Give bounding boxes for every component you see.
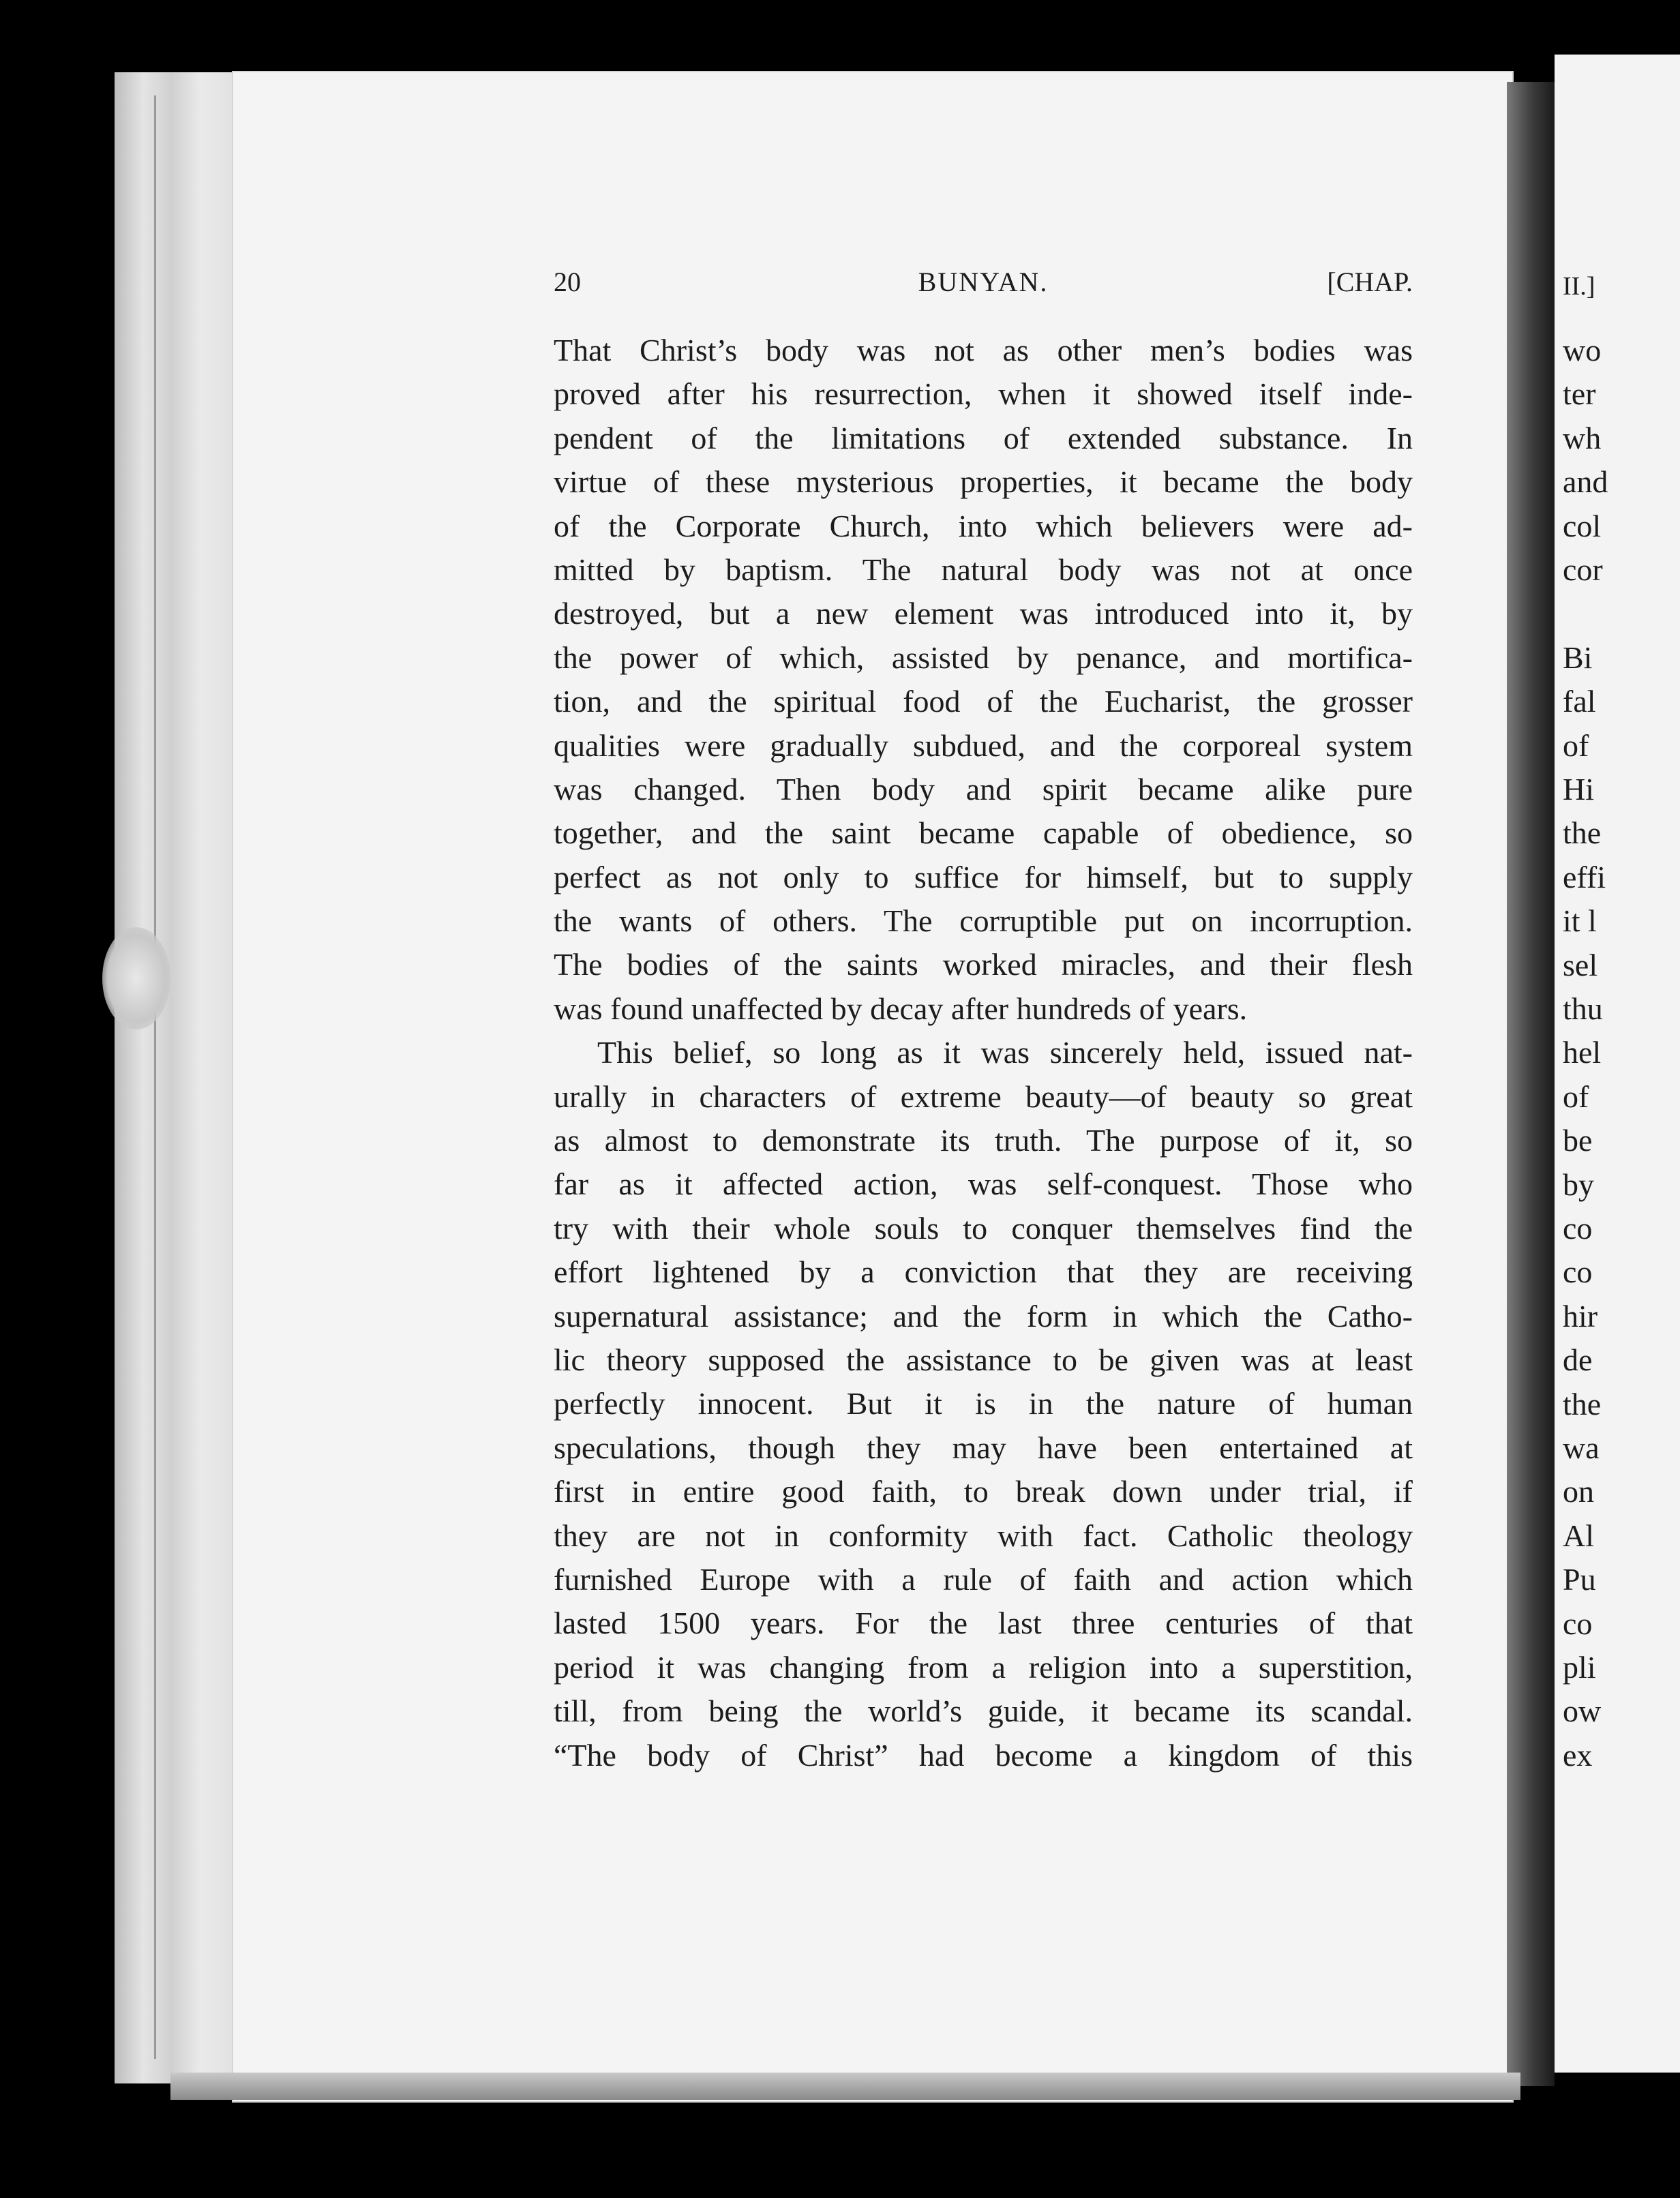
text-line: perfect as not only to suffice for himself, but to supply xyxy=(554,859,1413,894)
facing-text-fragment: hir xyxy=(1563,1298,1598,1334)
text-line: tion, and the spiritual food of the Eucharist, the grosser xyxy=(554,684,1413,719)
text-line: proved after his resurrection, when it showed itself inde- xyxy=(554,376,1413,412)
book-gutter xyxy=(1507,82,1555,2086)
facing-text-fragment: sel xyxy=(1563,947,1598,982)
text-line: urally in characters of extreme beauty—of beauty so great xyxy=(554,1079,1413,1114)
text-line: furnished Europe with a rule of faith and action which xyxy=(554,1561,1413,1597)
facing-text-fragment: the xyxy=(1563,1386,1602,1421)
facing-text-fragment: ter xyxy=(1563,376,1596,412)
text-line: This belief, so long as it was sincerely held, issued nat- xyxy=(597,1035,1413,1070)
running-header xyxy=(554,266,1413,300)
text-line: period it was changing from a religion into a superstition, xyxy=(554,1649,1413,1685)
facing-text-fragment: effi xyxy=(1563,859,1606,894)
body-text xyxy=(554,329,1413,1777)
facing-text-fragment: the xyxy=(1563,815,1602,851)
facing-text-fragment: ow xyxy=(1563,1693,1602,1729)
facing-page-header: II.] xyxy=(1563,272,1595,301)
text-line: first in entire good faith, to break down under trial, if xyxy=(554,1474,1413,1509)
facing-text-fragment: hel xyxy=(1563,1035,1602,1070)
text-line: they are not in conformity with fact. Catholic theology xyxy=(554,1518,1413,1553)
text-line: the power of which, assisted by penance, and mortifica- xyxy=(554,639,1413,675)
facing-text-fragment: it l xyxy=(1563,903,1597,939)
facing-text-fragment: wa xyxy=(1563,1430,1600,1465)
text-line: lic theory supposed the assistance to be given was at least xyxy=(554,1342,1413,1377)
text-line: till, from being the world’s guide, it became its scandal. xyxy=(554,1693,1413,1729)
facing-text-fragment: co xyxy=(1563,1606,1593,1641)
text-line: try with their whole souls to conquer themselves find the xyxy=(554,1210,1413,1246)
facing-text-fragment: on xyxy=(1563,1474,1594,1509)
facing-text-fragment: co xyxy=(1563,1254,1593,1290)
facing-text-fragment: thu xyxy=(1563,991,1603,1026)
facing-text-fragment: of xyxy=(1563,1079,1589,1114)
text-line: The bodies of the saints worked miracles, and their flesh xyxy=(554,947,1413,982)
facing-text-fragment: fal xyxy=(1563,684,1596,719)
facing-text-fragment: of xyxy=(1563,727,1589,763)
facing-page-fragment xyxy=(1555,55,1680,2073)
text-line: effort lightened by a conviction that they are receiving xyxy=(554,1254,1413,1290)
text-line: destroyed, but a new element was introduced into it, by xyxy=(554,596,1413,631)
facing-text-fragment: Pu xyxy=(1563,1562,1596,1597)
text-line: “The body of Christ” had become a kingdom of this xyxy=(554,1737,1413,1773)
facing-text-fragment: ex xyxy=(1563,1737,1593,1773)
page-edge-crease xyxy=(154,95,156,2059)
text-line: virtue of these mysterious properties, it became the body xyxy=(554,464,1413,500)
facing-text-fragment: and xyxy=(1563,464,1608,500)
facing-text-fragment: cor xyxy=(1563,552,1603,587)
text-line: speculations, though they may have been entertained at xyxy=(554,1430,1413,1465)
paper-blemish xyxy=(102,927,170,1029)
facing-text-fragment: wo xyxy=(1563,333,1602,367)
running-title: BUNYAN. xyxy=(918,267,1049,297)
text-line: was changed. Then body and spirit became alike pure xyxy=(554,771,1413,807)
text-line: the wants of others. The corruptible put on incorruption. xyxy=(554,903,1413,939)
facing-text-fragment: co xyxy=(1563,1211,1593,1246)
facing-text-fragment: Al xyxy=(1563,1518,1594,1553)
facing-text-fragment: pli xyxy=(1563,1650,1596,1685)
chapter-marker: [CHAP. xyxy=(1327,267,1413,297)
text-line: of the Corporate Church, into which believers were ad- xyxy=(554,508,1413,543)
text-line: perfectly innocent. But it is in the nature of human xyxy=(554,1386,1413,1421)
text-line: That Christ’s body was not as other men’s bodies was xyxy=(554,333,1413,367)
text-line: as almost to demonstrate its truth. The purpose of it, so xyxy=(554,1123,1413,1158)
facing-text-fragment: wh xyxy=(1563,420,1602,455)
facing-text-fragment: col xyxy=(1563,508,1602,543)
text-line: lasted 1500 years. For the last three centuries of that xyxy=(554,1606,1413,1641)
facing-text-fragment: de xyxy=(1563,1342,1593,1378)
text-line: pendent of the limitations of extended substance. In xyxy=(554,420,1413,455)
text-line: together, and the saint became capable of obedience, so xyxy=(554,815,1413,851)
facing-text-fragment: be xyxy=(1563,1123,1593,1158)
text-line: qualities were gradually subdued, and the corporeal system xyxy=(554,727,1413,763)
page-number: 20 xyxy=(554,267,581,297)
page-bottom-edge xyxy=(170,2073,1520,2100)
text-line: far as it affected action, was self-conquest. Those who xyxy=(554,1166,1413,1202)
facing-text-fragment: by xyxy=(1563,1166,1594,1202)
facing-text-fragment: Hi xyxy=(1563,772,1594,807)
facing-text-fragment: Bi xyxy=(1563,639,1593,675)
text-line: mitted by baptism. The natural body was not at once xyxy=(554,552,1413,587)
text-line: was found unaffected by decay after hundreds of years. xyxy=(554,991,1248,1026)
text-line: supernatural assistance; and the form in which the Catho- xyxy=(554,1298,1413,1334)
